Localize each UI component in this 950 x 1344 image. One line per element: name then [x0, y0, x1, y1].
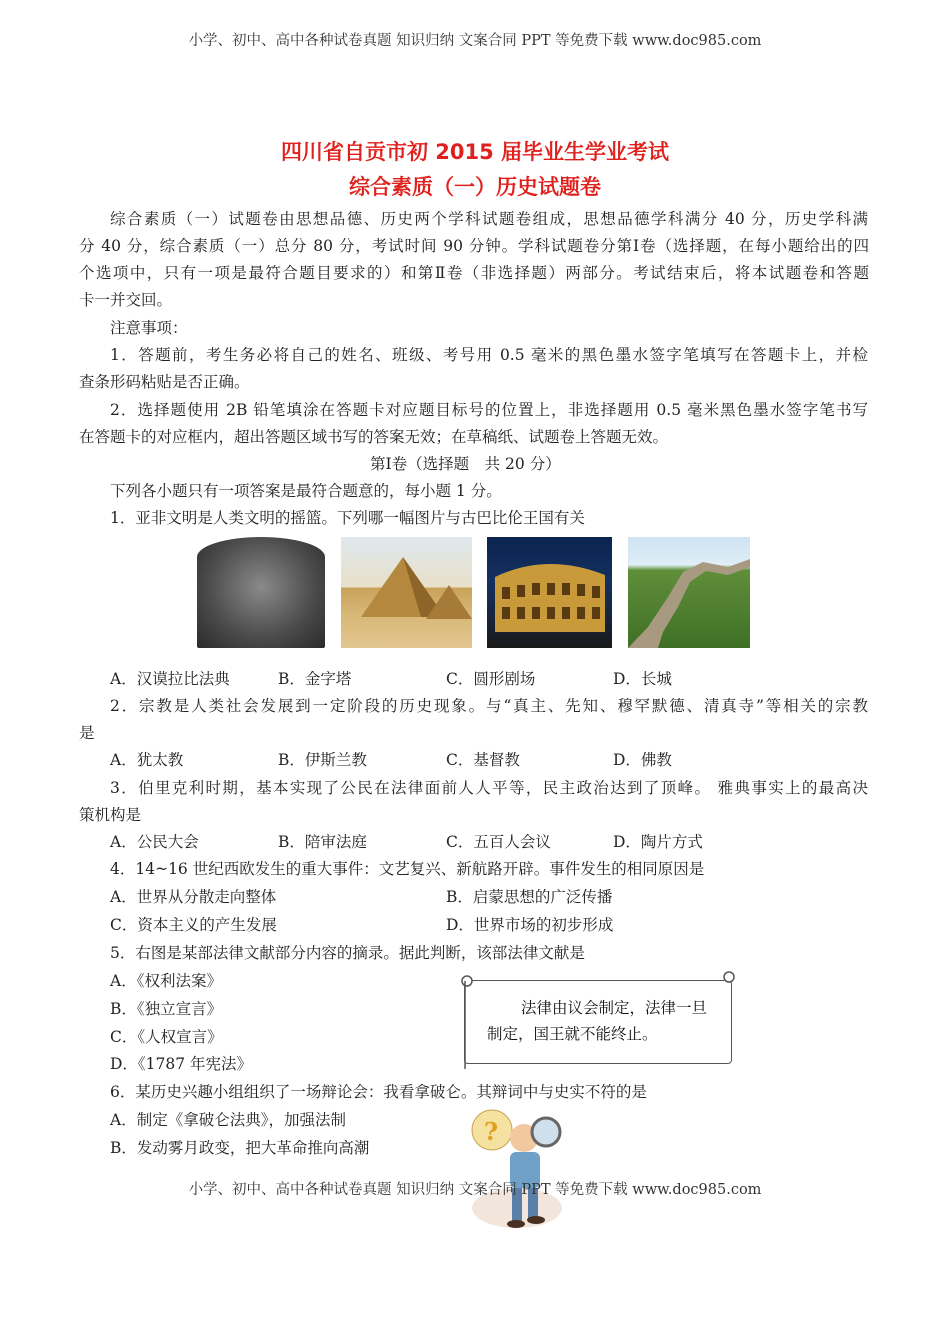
intro-line: 综合素质（一）试题卷由思想品德、历史两个学科试题卷组成，思想品德学科满分 40 分，历史学科满: [110, 210, 868, 228]
pyramids-image: [341, 537, 472, 648]
q1-option-a: A．汉谟拉比法典: [110, 670, 230, 688]
intro-line: 个选项中，只有一项是最符合题目要求的）和第Ⅱ卷（非选择题）两部分。考试结束后，将本试题卷和答题: [79, 264, 869, 282]
question-4-stem: 4．14~16 世纪西欧发生的重大事件：文艺复兴、新航路开辟。事件发生的相同原因是: [110, 860, 705, 878]
q2-option-d: D．佛教: [613, 751, 672, 769]
notes-heading: 注意事项：: [110, 319, 188, 337]
section-heading: 第Ⅰ卷（选择题 共 20 分）: [370, 455, 561, 473]
q3-option-d: D．陶片方式: [613, 833, 703, 851]
q1-option-d: D．长城: [613, 670, 672, 688]
q2-option-b: B．伊斯兰教: [278, 751, 367, 769]
q3-option-a: A．公民大会: [110, 833, 199, 851]
q4-option-a: A．世界从分散走向整体: [110, 888, 277, 906]
q2-option-c: C．基督教: [446, 751, 520, 769]
scroll-curl-right: [721, 969, 737, 989]
law-excerpt-text: 法律由议会制定，法律一旦制定，国王就不能终止。: [487, 999, 708, 1043]
note-line: 1．答题前，考生务必将自己的姓名、班级、考号用 0.5 毫米的黑色墨水签字笔填写在答题卡上，并检: [110, 346, 868, 364]
q4-option-d: D．世界市场的初步形成: [446, 916, 614, 934]
q5-option-d: D．《1787 年宪法》: [110, 1055, 253, 1073]
scroll-curl-left: [459, 973, 475, 1073]
page-header: 小学、初中、高中各种试卷真题 知识归纳 文案合同 PPT 等免费下载 www.doc985.com: [188, 33, 762, 49]
colosseum-shape: [487, 537, 612, 648]
question-1-stem: 1．亚非文明是人类文明的摇篮。下列哪一幅图片与古巴比伦王国有关: [110, 509, 585, 527]
q2-option-a: A．犹太教: [110, 751, 184, 769]
exam-subtitle: 综合素质（一）历史试题卷: [349, 175, 601, 199]
question-2-stem: 2．宗教是人类社会发展到一定阶段的历史现象。与“真主、先知、穆罕默德、清真寺”等相关的宗教: [110, 697, 868, 715]
question-6-stem: 6．某历史兴趣小组组织了一场辩论会：我看拿破仑。其辩词中与史实不符的是: [110, 1083, 647, 1101]
great-wall-image: [628, 537, 750, 648]
q3-option-c: C．五百人会议: [446, 833, 551, 851]
instruction: 下列各小题只有一项答案是最符合题意的，每小题 1 分。: [110, 482, 502, 500]
svg-text:?: ?: [484, 1117, 499, 1146]
pyramid-shapes: [341, 537, 472, 648]
q1-option-c: C．圆形剧场: [446, 670, 536, 688]
exam-title: 四川省自贡市初 2015 届毕业生学业考试: [280, 140, 670, 164]
q5-option-b: B．《独立宣言》: [110, 1000, 223, 1018]
q6-option-a: A．制定《拿破仑法典》，加强法制: [110, 1111, 346, 1129]
q4-option-c: C．资本主义的产生发展: [110, 916, 277, 934]
q5-option-a: A．《权利法案》: [110, 972, 222, 990]
intro-line: 卡一并交回。: [79, 291, 173, 309]
note-line: 2．选择题使用 2B 铅笔填涂在答题卡对应题目标号的位置上，非选择题用 0.5 毫米黑色墨水签字笔书写: [110, 401, 868, 419]
colosseum-image: [487, 537, 612, 648]
question-2-stem-cont: 是: [79, 724, 95, 742]
intro-line: 分 40 分，综合素质（一）总分 80 分，考试时间 90 分钟。学科试题卷分第Ⅰ卷（选择题，在每小题给出的四: [79, 237, 869, 255]
question-5-stem: 5．右图是某部法律文献部分内容的摘录。据此判断，该部法律文献是: [110, 944, 585, 962]
cartoon-detective-illustration: [462, 1108, 572, 1233]
law-excerpt-scroll: [464, 980, 732, 1064]
question-3-stem: 3．伯里克利时期，基本实现了公民在法律面前人人平等，民主政治达到了顶峰。 雅典事实上的最高决: [110, 779, 868, 797]
q3-option-b: B．陪审法庭: [278, 833, 367, 851]
q1-option-b: B．金字塔: [278, 670, 352, 688]
q4-option-b: B．启蒙思想的广泛传播: [446, 888, 613, 906]
q5-option-c: C．《人权宣言》: [110, 1028, 223, 1046]
note-line: 在答题卡的对应框内，超出答题区域书写的答案无效；在草稿纸、试题卷上答题无效。: [79, 428, 669, 446]
page-footer: 小学、初中、高中各种试卷真题 知识归纳 文案合同 PPT 等免费下载 www.doc985.com: [188, 1182, 762, 1198]
question-3-stem-cont: 策机构是: [79, 806, 142, 824]
great-wall-shape: [628, 537, 750, 648]
note-line: 查条形码粘贴是否正确。: [79, 373, 250, 391]
q6-option-b: B．发动雾月政变，把大革命推向高潮: [110, 1139, 370, 1157]
hammurabi-code-image: [197, 537, 325, 648]
